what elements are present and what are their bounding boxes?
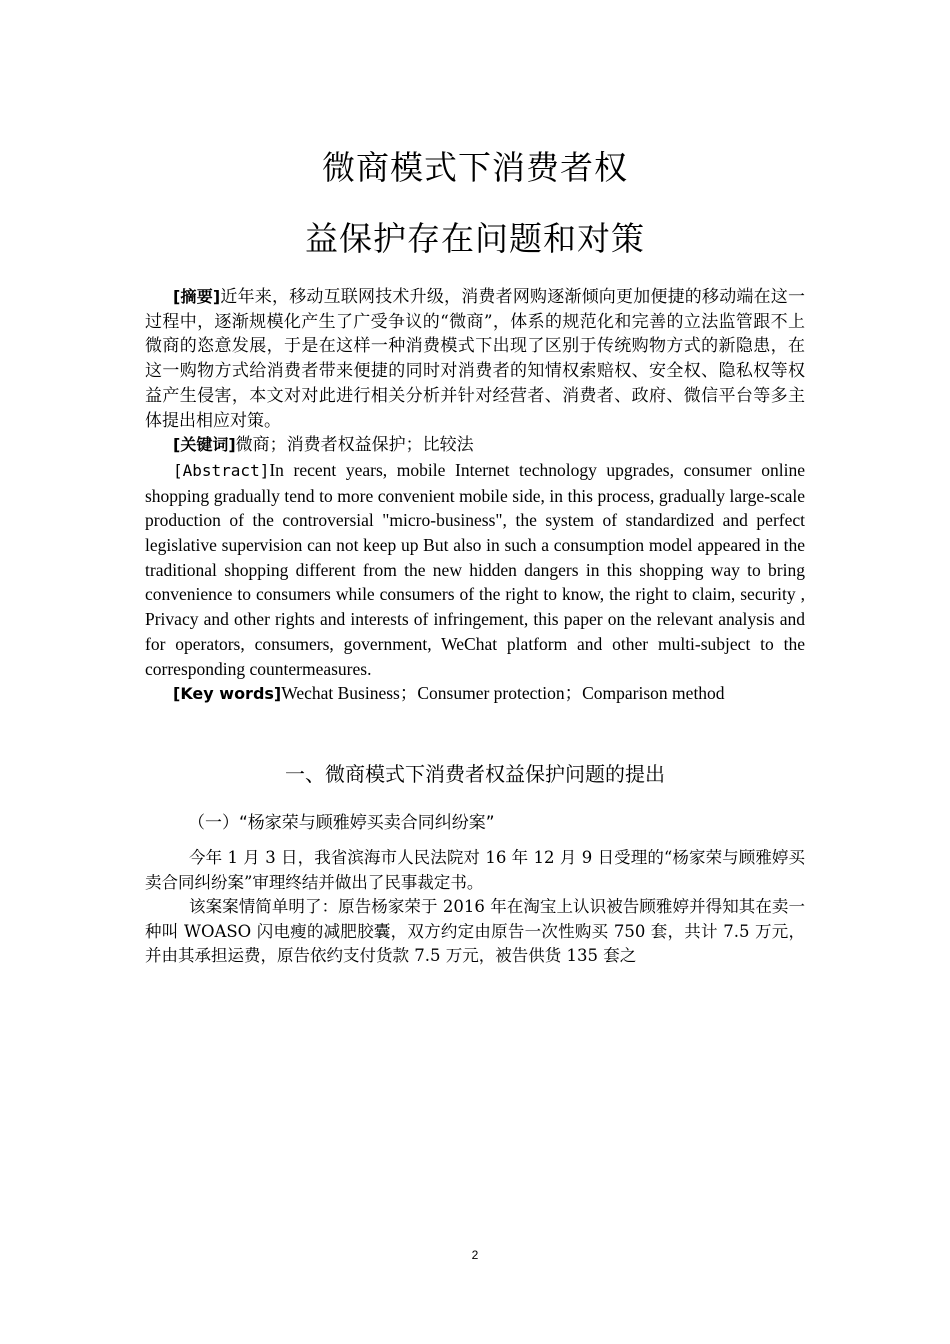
abstract-cn-paragraph — [145, 285, 805, 433]
abstract-cn-text: 近年来，移动互联网技术升级，消费者网购逐渐倾向更加便捷的移动端在这一过程中，逐渐规模化产生了广受争议的“微商”，体系的规范化和完善的立法监管跟不上微商的恣意发展，于是在这样一种消费模式下出现了区别于传统购物方式的新隐患，在这一购物方式给消费者带来便捷的同时对消费者的知情权索赔权、安全权、隐私权等权益产生侵害，本文对对此进行相关分析并针对经营者、消费者、政府、微信平台等多主体提出相应对策。 — [145, 287, 805, 431]
keywords-en-text: Wechat Business；Consumer protection；Comparison method — [281, 683, 725, 704]
abstract-en-paragraph — [145, 458, 805, 681]
keywords-cn-text: 微商；消费者权益保护；比较法 — [235, 435, 474, 456]
case-paragraph-1: 今年 1 月 3 日，我省滨海市人民法院对 16 年 12 月 9 日受理的“杨家荣与顾雅婷买卖合同纠纷案”审理终结并做出了民事裁定书。 — [145, 848, 805, 892]
section-heading: 一、微商模式下消费者权益保护问题的提出 — [285, 762, 665, 786]
abstract-section — [145, 285, 805, 707]
case-section — [145, 846, 805, 969]
abstract-en-label: [Abstract] — [173, 460, 270, 480]
abstract-cn-label: [摘要] — [173, 287, 221, 306]
keywords-en-label: [Key words] — [173, 684, 282, 704]
sub-heading: （一）“杨家荣与顾雅婷买卖合同纠纷案” — [188, 813, 495, 833]
keywords-cn-label: [关键词] — [173, 435, 236, 455]
keywords-cn-paragraph — [145, 433, 805, 458]
case-paragraph-2: 该案案情简单明了：原告杨家荣于 2016 年在淘宝上认识被告顾雅婷并得知其在卖一种叫 WOASO 闪电瘦的减肥胶囊，双方约定由原告一次性购买 750 套，共计 7.5 万元，并由其承担运费，原告依约支付货款 7.5 万元，被告供货 135 套之 — [145, 897, 805, 966]
keywords-en-paragraph — [145, 681, 805, 707]
title-line-2: 益保护存在问题和对策 — [305, 219, 645, 258]
title-line-1: 微商模式下消费者权 — [322, 148, 628, 187]
abstract-en-text: In recent years, mobile Internet technology upgrades, consumer online shopping gradually tend to more convenient mobile side, in this process, gradually large-scale production of the controversial "micro-business", the system of standardized and perfect legislative supervision can not keep up But also in such a consumption model appeared in the traditional shopping different from the new hidden dangers in this shopping way to bring convenience to consumers while consumers of the right to know, the right to claim, security , Privacy and other rights and interests of infringement, this paper on the relevant analysis and for operators, consumers, government, WeChat platform and other multi-subject to the corresponding countermeasures. — [145, 459, 805, 679]
page-number: 2 — [471, 1248, 479, 1262]
